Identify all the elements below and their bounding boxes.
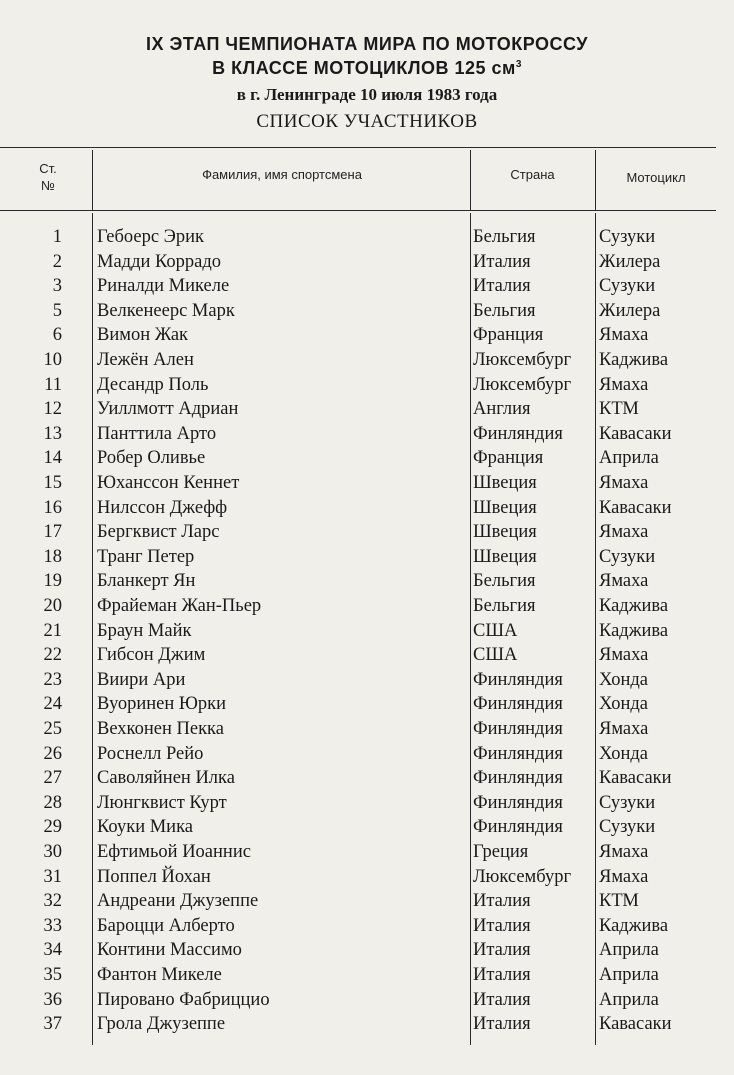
table-row <box>0 963 734 988</box>
cell-athlete-name: Вуоринен Юрки <box>97 694 227 715</box>
cell-start-number: 26 <box>43 743 62 764</box>
cell-start-number: 3 <box>52 276 62 297</box>
cell-athlete-name: Велкенеерс Марк <box>97 300 235 321</box>
cell-athlete-name: Панттила Арто <box>97 423 217 444</box>
header-divider-1 <box>92 150 93 210</box>
cell-start-number: 10 <box>43 350 62 370</box>
table-row <box>0 938 734 963</box>
table-row <box>0 815 734 840</box>
cell-country: Англия <box>473 399 531 420</box>
cell-start-number: 15 <box>43 473 62 493</box>
cell-country: США <box>473 620 518 641</box>
cell-start-number: 28 <box>43 792 62 813</box>
table-header-rule <box>0 210 716 211</box>
table-row <box>0 742 734 767</box>
table-row <box>0 594 734 619</box>
cell-country: Финляндия <box>473 792 563 813</box>
cell-start-number: 16 <box>43 497 62 518</box>
cell-motorcycle: Кавасаки <box>599 768 672 789</box>
cell-athlete-name: Люнгквист Курт <box>97 792 227 813</box>
cell-start-number: 6 <box>52 325 62 346</box>
cell-country: Италия <box>473 915 531 936</box>
table-row <box>0 569 734 594</box>
cell-country: Швеция <box>473 473 537 493</box>
cell-motorcycle: Хонда <box>599 694 648 715</box>
cell-start-number: 27 <box>43 768 62 789</box>
cell-start-number: 32 <box>43 891 62 912</box>
cell-start-number: 33 <box>43 915 62 936</box>
cell-motorcycle: Каджива <box>599 915 669 936</box>
cell-motorcycle: Сузуки <box>599 227 656 247</box>
cell-motorcycle: КТМ <box>599 891 639 912</box>
cell-motorcycle: Сузуки <box>599 276 656 297</box>
cell-country: Франция <box>473 325 544 346</box>
cell-athlete-name: Юханссон Кеннет <box>97 473 240 493</box>
cell-athlete-name: Поппел Йохан <box>97 866 211 887</box>
cell-country: Люксембург <box>473 866 572 887</box>
table-row <box>0 717 734 742</box>
cell-country: Бельгия <box>473 227 536 247</box>
cell-start-number: 17 <box>43 522 62 543</box>
cell-motorcycle: Каджива <box>599 350 669 370</box>
cell-motorcycle: Ямаха <box>599 522 649 543</box>
cell-motorcycle: Ямаха <box>599 719 649 739</box>
cell-country: Франция <box>473 448 544 469</box>
cell-motorcycle: Жилера <box>599 300 661 321</box>
cell-start-number: 18 <box>43 546 62 567</box>
table-row <box>0 668 734 693</box>
cell-start-number: 35 <box>43 965 62 985</box>
cell-athlete-name: Бланкерт Ян <box>97 571 196 592</box>
column-header-number-line1: Ст. <box>39 161 57 176</box>
cell-motorcycle: Кавасаки <box>599 497 672 518</box>
cell-start-number: 20 <box>43 596 62 616</box>
cell-start-number: 24 <box>43 694 62 715</box>
cubic-superscript: 3 <box>515 59 522 70</box>
cell-athlete-name: Саволяйнен Илка <box>97 768 235 789</box>
cell-motorcycle: Априла <box>599 448 659 469</box>
title-line-2 <box>0 58 734 79</box>
cell-motorcycle: Априла <box>599 965 659 985</box>
cell-start-number: 5 <box>52 300 62 321</box>
cell-athlete-name: Уиллмотт Адриан <box>97 399 239 420</box>
column-header-number <box>28 160 68 194</box>
cell-start-number: 31 <box>43 866 62 887</box>
table-row <box>0 299 734 324</box>
cell-motorcycle: Кавасаки <box>599 1014 672 1035</box>
table-row <box>0 865 734 890</box>
column-header-name: Фамилия, имя спортсмена <box>202 167 362 182</box>
cell-motorcycle: Сузуки <box>599 792 656 813</box>
header-divider-3 <box>595 150 596 210</box>
table-row <box>0 914 734 939</box>
cell-athlete-name: Десандр Поль <box>97 374 209 395</box>
cell-country: Финляндия <box>473 669 563 690</box>
table-row <box>0 373 734 398</box>
cell-country: Италия <box>473 989 531 1010</box>
cell-motorcycle: КТМ <box>599 399 639 420</box>
cell-athlete-name: Робер Оливье <box>97 448 206 469</box>
table-row <box>0 471 734 496</box>
cell-start-number: 21 <box>43 620 62 641</box>
cell-country: Финляндия <box>473 743 563 764</box>
cell-country: Швеция <box>473 546 537 567</box>
cell-motorcycle: Жилера <box>599 251 661 272</box>
cell-country: Швеция <box>473 497 537 518</box>
table-row <box>0 619 734 644</box>
cell-start-number: 34 <box>43 940 62 961</box>
cell-country: Италия <box>473 965 531 985</box>
cell-country: Италия <box>473 891 531 912</box>
cell-motorcycle: Каджива <box>599 596 669 616</box>
cell-athlete-name: Грола Джузеппе <box>97 1014 226 1035</box>
table-row <box>0 348 734 373</box>
cell-athlete-name: Роснелл Рейо <box>97 743 204 764</box>
cell-country: США <box>473 645 518 666</box>
title-line-1: IX ЭТАП ЧЕМПИОНАТА МИРА ПО МОТОКРОССУ <box>146 34 588 54</box>
cell-athlete-name: Вимон Жак <box>97 325 189 346</box>
cell-country: Италия <box>473 251 531 272</box>
cell-athlete-name: Гибсон Джим <box>97 645 206 666</box>
cell-athlete-name: Транг Петер <box>97 546 195 567</box>
title-line-2-text: В КЛАССЕ МОТОЦИКЛОВ 125 см <box>212 58 516 78</box>
table-row <box>0 840 734 865</box>
cell-athlete-name: Фрайеман Жан-Пьер <box>97 596 262 616</box>
table-row <box>0 791 734 816</box>
table-row <box>0 274 734 299</box>
cell-start-number: 19 <box>43 571 62 592</box>
cell-athlete-name: Мадди Коррадо <box>97 251 222 272</box>
cell-athlete-name: Контини Массимо <box>97 940 242 961</box>
cell-athlete-name: Нилссон Джефф <box>97 497 228 518</box>
cell-athlete-name: Гебоерс Эрик <box>97 227 205 247</box>
cell-athlete-name: Фантон Микеле <box>97 965 222 985</box>
cell-motorcycle: Априла <box>599 940 659 961</box>
cell-start-number: 37 <box>43 1014 62 1035</box>
cell-motorcycle: Хонда <box>599 669 648 690</box>
table-row <box>0 422 734 447</box>
cell-motorcycle: Хонда <box>599 743 648 764</box>
cell-country: Швеция <box>473 522 537 543</box>
table-row <box>0 250 734 275</box>
table-row <box>0 397 734 422</box>
table-row <box>0 643 734 668</box>
table-row <box>0 889 734 914</box>
cell-motorcycle: Априла <box>599 989 659 1010</box>
table-row <box>0 446 734 471</box>
cell-country: Италия <box>473 940 531 961</box>
table-row <box>0 323 734 348</box>
cell-athlete-name: Лежён Ален <box>97 350 194 370</box>
cell-athlete-name: Браун Майк <box>97 620 192 641</box>
cell-start-number: 11 <box>44 374 62 395</box>
cell-country: Финляндия <box>473 768 563 789</box>
cell-country: Финляндия <box>473 423 563 444</box>
cell-start-number: 1 <box>52 227 62 247</box>
cell-country: Италия <box>473 276 531 297</box>
cell-country: Финляндия <box>473 694 563 715</box>
cell-country: Италия <box>473 1014 531 1035</box>
cell-country: Люксембург <box>473 350 572 370</box>
table-top-rule <box>0 147 716 148</box>
cell-motorcycle: Ямаха <box>599 842 649 862</box>
list-title: СПИСОК УЧАСТНИКОВ <box>256 111 478 132</box>
cell-country: Греция <box>473 842 529 862</box>
table-row <box>0 766 734 791</box>
cell-athlete-name: Виири Ари <box>97 669 186 690</box>
cell-athlete-name: Бароцци Алберто <box>97 915 235 936</box>
cell-motorcycle: Сузуки <box>599 546 656 567</box>
table-row <box>0 225 734 250</box>
cell-motorcycle: Кавасаки <box>599 423 672 444</box>
cell-athlete-name: Андреани Джузеппе <box>97 891 259 912</box>
table-row <box>0 692 734 717</box>
cell-start-number: 14 <box>43 448 62 469</box>
table-row <box>0 520 734 545</box>
cell-start-number: 22 <box>43 645 62 666</box>
cell-country: Финляндия <box>473 719 563 739</box>
cell-motorcycle: Ямаха <box>599 645 649 666</box>
cell-country: Люксембург <box>473 374 572 395</box>
cell-country: Бельгия <box>473 596 536 616</box>
cell-start-number: 29 <box>43 817 62 838</box>
cell-start-number: 13 <box>43 423 62 444</box>
cell-start-number: 36 <box>43 989 62 1010</box>
cell-athlete-name: Ефтимьой Иоаннис <box>97 842 251 862</box>
column-header-motorcycle: Мотоцикл <box>626 170 686 185</box>
title-line-3: в г. Ленинграде 10 июля 1983 года <box>236 85 498 104</box>
cell-motorcycle: Каджива <box>599 620 669 641</box>
cell-country: Бельгия <box>473 300 536 321</box>
cell-athlete-name: Бергквист Ларс <box>97 522 220 543</box>
cell-motorcycle: Ямаха <box>599 374 649 395</box>
cell-start-number: 12 <box>43 399 62 420</box>
table-row <box>0 496 734 521</box>
cell-start-number: 2 <box>52 251 62 272</box>
cell-motorcycle: Ямаха <box>599 325 649 346</box>
table-row <box>0 1012 734 1037</box>
column-header-number-line2: № <box>41 178 55 193</box>
table-row <box>0 545 734 570</box>
cell-start-number: 25 <box>43 719 62 739</box>
column-header-country: Страна <box>510 167 555 182</box>
cell-motorcycle: Ямаха <box>599 866 649 887</box>
cell-motorcycle: Ямаха <box>599 473 649 493</box>
cell-athlete-name: Вехконен Пекка <box>97 719 224 739</box>
table-row <box>0 988 734 1013</box>
cell-start-number: 23 <box>43 669 62 690</box>
cell-motorcycle: Сузуки <box>599 817 656 838</box>
cell-start-number: 30 <box>43 842 62 862</box>
cell-motorcycle: Ямаха <box>599 571 649 592</box>
cell-athlete-name: Пировано Фабриццио <box>97 989 270 1010</box>
cell-country: Финляндия <box>473 817 563 838</box>
cell-athlete-name: Коуки Мика <box>97 817 193 838</box>
cell-country: Бельгия <box>473 571 536 592</box>
cell-athlete-name: Риналди Микеле <box>97 276 230 297</box>
